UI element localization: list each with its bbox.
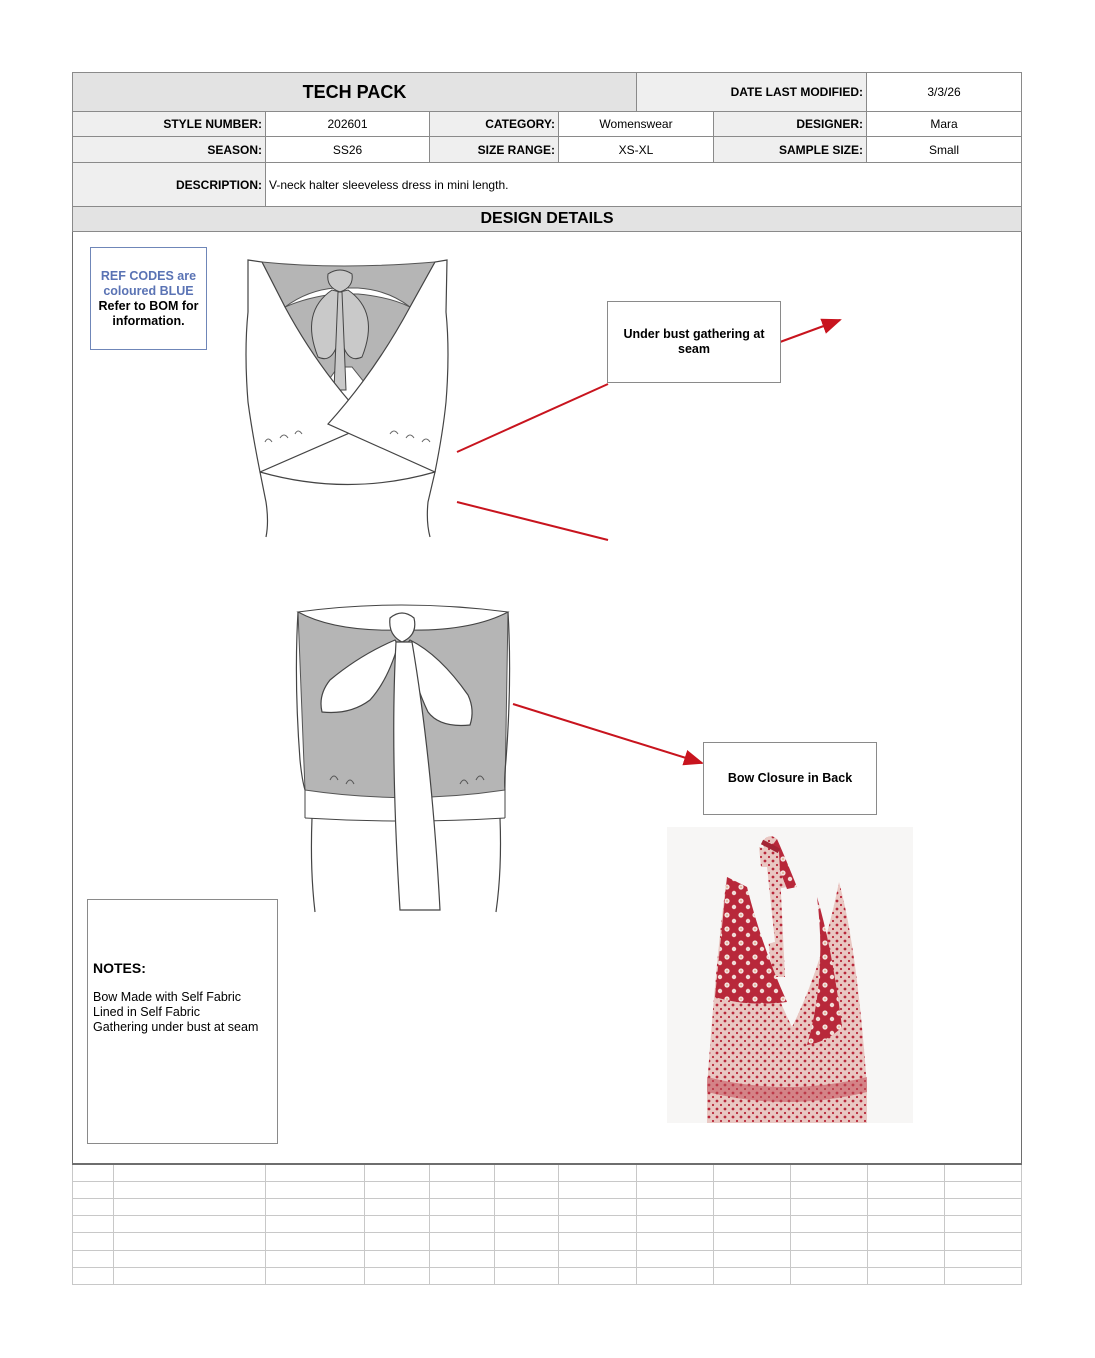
section-title: DESIGN DETAILS (480, 210, 614, 227)
category: Womenswear (599, 117, 673, 131)
size-range-label: SIZE RANGE: (477, 142, 555, 157)
category-label: CATEGORY: (485, 117, 555, 131)
notes-box (87, 899, 278, 1144)
dress-photo-icon (667, 827, 913, 1123)
size-range: XS-XL (618, 142, 654, 157)
designer-label: DESIGNER: (796, 117, 863, 131)
season: SS26 (332, 142, 363, 157)
ref-codes-blue-text: REF CODES are coloured BLUE (100, 269, 197, 298)
under-bust-callout-text: Under bust gathering at seam (623, 327, 765, 356)
date-label: DATE LAST MODIFIED: (730, 85, 863, 99)
note-line: Gathering under bust at seam (93, 1020, 259, 1034)
note-line: Lined in Self Fabric (93, 1005, 201, 1019)
page-title: TECH PACK (302, 81, 407, 102)
arrow-under-bust (457, 384, 608, 452)
bow-closure-callout (703, 742, 877, 815)
date-value: 3/3/26 (927, 85, 961, 99)
notes-title: NOTES: (93, 960, 146, 976)
arrow-bow-closure (513, 704, 702, 763)
designer: Mara (930, 117, 958, 131)
description-label: DESCRIPTION: (175, 177, 262, 192)
sample-size: Small (928, 142, 959, 157)
ref-codes-black-text: Refer to BOM for information. (98, 299, 199, 328)
description: V-neck halter sleeveless dress in mini length. (269, 177, 509, 192)
spreadsheet-grid (72, 1164, 1022, 1285)
style-number-label: STYLE NUMBER: (163, 117, 262, 131)
under-bust-callout (607, 301, 781, 383)
season-label: SEASON: (207, 142, 262, 157)
note-line: Bow Made with Self Fabric (93, 990, 241, 1004)
style-number: 202601 (327, 117, 368, 131)
sample-size-label: SAMPLE SIZE: (778, 142, 863, 157)
arrow-under-bust-tip (780, 320, 840, 342)
arrow-skirt-seam (457, 502, 608, 540)
bow-closure-callout-text: Bow Closure in Back (727, 771, 853, 785)
